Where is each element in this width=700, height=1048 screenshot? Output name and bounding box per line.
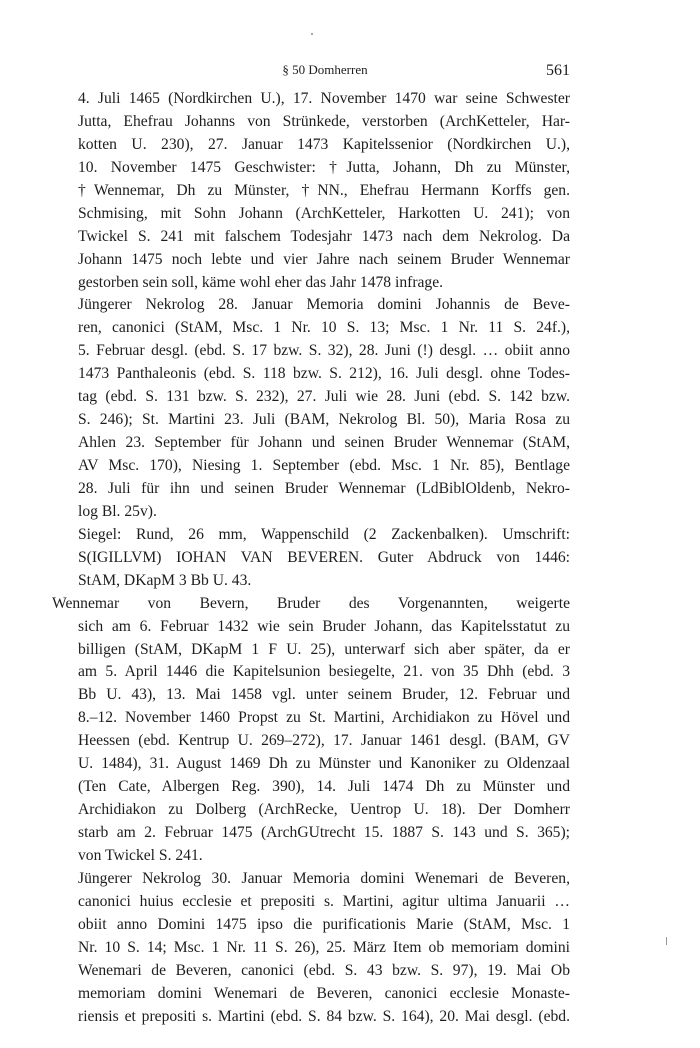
text-line: Siegel: Rund, 26 mm, Wappenschild (2 Zackenbalken). Umschrift: — [78, 525, 570, 543]
text-line: 1473 Panthaleonis (ebd. S. 118 bzw. S. 212), 16. Juli desgl. ohne Todes- — [78, 365, 570, 383]
text-line: sich am 6. Februar 1432 wie sein Bruder Johann, das Kapitelsstatut zu — [78, 617, 570, 635]
text-line: kotten U. 230), 27. Januar 1473 Kapitelssenior (Nordkirchen U.), — [78, 135, 570, 153]
text-line: obiit anno Domini 1475 ipso die purificationis Marie (StAM, Msc. 1 — [78, 915, 570, 933]
text-line: Jüngerer Nekrolog 28. Januar Memoria domini Johannis de Beve- — [78, 296, 570, 314]
text-line: Jüngerer Nekrolog 30. Januar Memoria domini Wenemari de Beveren, — [78, 869, 570, 887]
section-title: § 50 Domherren — [282, 62, 368, 77]
text-line: ren, canonici (StAM, Msc. 1 Nr. 10 S. 13; Msc. 1 Nr. 11 S. 24f.), — [78, 319, 570, 337]
text-line: Ahlen 23. September für Johann und seinen Bruder Wennemar (StAM, — [78, 434, 570, 452]
text-line: canonici huius ecclesie et prepositi s. Martini, agitur ultima Januarii … — [78, 892, 570, 910]
text-line: von Twickel S. 241. — [78, 846, 203, 864]
text-line: Twickel S. 241 mit falschem Todesjahr 1473 nach dem Nekrolog. Da — [78, 227, 570, 245]
text-line: (Ten Cate, Albergen Reg. 390), 14. Juli 1474 Dh zu Münster und — [78, 778, 570, 796]
text-line: U. 1484), 31. August 1469 Dh zu Münster und Kanoniker zu Oldenzaal — [78, 755, 570, 773]
text-line: Nr. 10 S. 14; Msc. 1 Nr. 11 S. 26), 25. März Item ob memoriam domini — [78, 938, 570, 956]
text-line: billigen (StAM, DKapM 1 F U. 25), unterwarf sich aber später, da er — [78, 640, 570, 658]
text-line: S. 246); St. Martini 23. Juli (BAM, Nekrolog Bl. 50), Maria Rosa zu — [78, 411, 570, 429]
text-line: StAM, DKapM 3 Bb U. 43. — [78, 571, 252, 589]
margin-mark — [666, 937, 667, 945]
text-line: memoriam domini Wenemari de Beveren, canonici ecclesie Monaste- — [78, 984, 570, 1002]
text-line: Wenemari de Beveren, canonici (ebd. S. 43 bzw. S. 97), 19. Mai Ob — [78, 961, 570, 979]
text-line: riensis et prepositi s. Martini (ebd. S. 84 bzw. S. 164), 20. Mai desgl. (ebd. — [78, 1007, 570, 1025]
text-line: Schmising, mit Sohn Johann (ArchKetteler, Harkotten U. 241); von — [78, 204, 570, 222]
text-line: Archidiakon zu Dolberg (ArchRecke, Uentrop U. 18). Der Domherr — [78, 801, 570, 819]
text-line: Johann 1475 noch lebte und vier Jahre nach seinem Bruder Wennemar — [78, 250, 570, 268]
text-line: 28. Juli für ihn und seinen Bruder Wennemar (LdBiblOldenb, Nekro- — [78, 479, 570, 497]
text-line: 4. Juli 1465 (Nordkirchen U.), 17. November 1470 war seine Schwester — [78, 90, 570, 107]
text-line: 10. November 1475 Geschwister: †Jutta, Johann, Dh zu Münster, — [78, 158, 570, 176]
text-line: tag (ebd. S. 131 bzw. S. 232), 27. Juli wie 28. Juni (ebd. S. 142 bzw. — [78, 388, 570, 406]
scan-speck — [311, 33, 313, 35]
text-line: 5. Februar desgl. (ebd. S. 17 bzw. S. 32), 28. Juni (!) desgl. … obiit anno — [78, 342, 570, 360]
text-line: log Bl. 25v). — [78, 502, 157, 520]
text-line: S(IGILLVM) IOHAN VAN BEVEREN. Guter Abdruck von 1446: — [78, 548, 570, 566]
body-text — [52, 88, 570, 1028]
entry-heading-line: Wennemar von Bevern, Bruder des Vorgenannten, weigerte — [52, 594, 570, 612]
text-line: Jutta, Ehefrau Johanns von Strünkede, verstorben (ArchKetteler, Har- — [78, 112, 570, 130]
text-line: AV Msc. 170), Niesing 1. September (ebd. Msc. 1 Nr. 85), Bentlage — [78, 457, 570, 474]
text-line: †Wennemar, Dh zu Münster, †NN., Ehefrau Hermann Korffs gen. — [78, 181, 570, 199]
text-line: gestorben sein soll, käme wohl eher das Jahr 1478 infrage. — [78, 273, 444, 291]
text-line: starb am 2. Februar 1475 (ArchGUtrecht 15. 1887 S. 143 und S. 365); — [78, 824, 570, 841]
text-line: Heessen (ebd. Kentrup U. 269–272), 17. Januar 1461 desgl. (BAM, GV — [78, 732, 570, 750]
page-number: 561 — [546, 62, 570, 79]
text-line: Bb U. 43), 13. Mai 1458 vgl. unter seinem Bruder, 12. Februar und — [78, 686, 570, 704]
running-header — [80, 62, 570, 82]
text-line: 8.–12. November 1460 Propst zu St. Martini, Archidiakon zu Hövel und — [78, 709, 570, 727]
text-line: am 5. April 1446 die Kapitelsunion besiegelte, 21. von 35 Dhh (ebd. 3 — [78, 663, 570, 681]
